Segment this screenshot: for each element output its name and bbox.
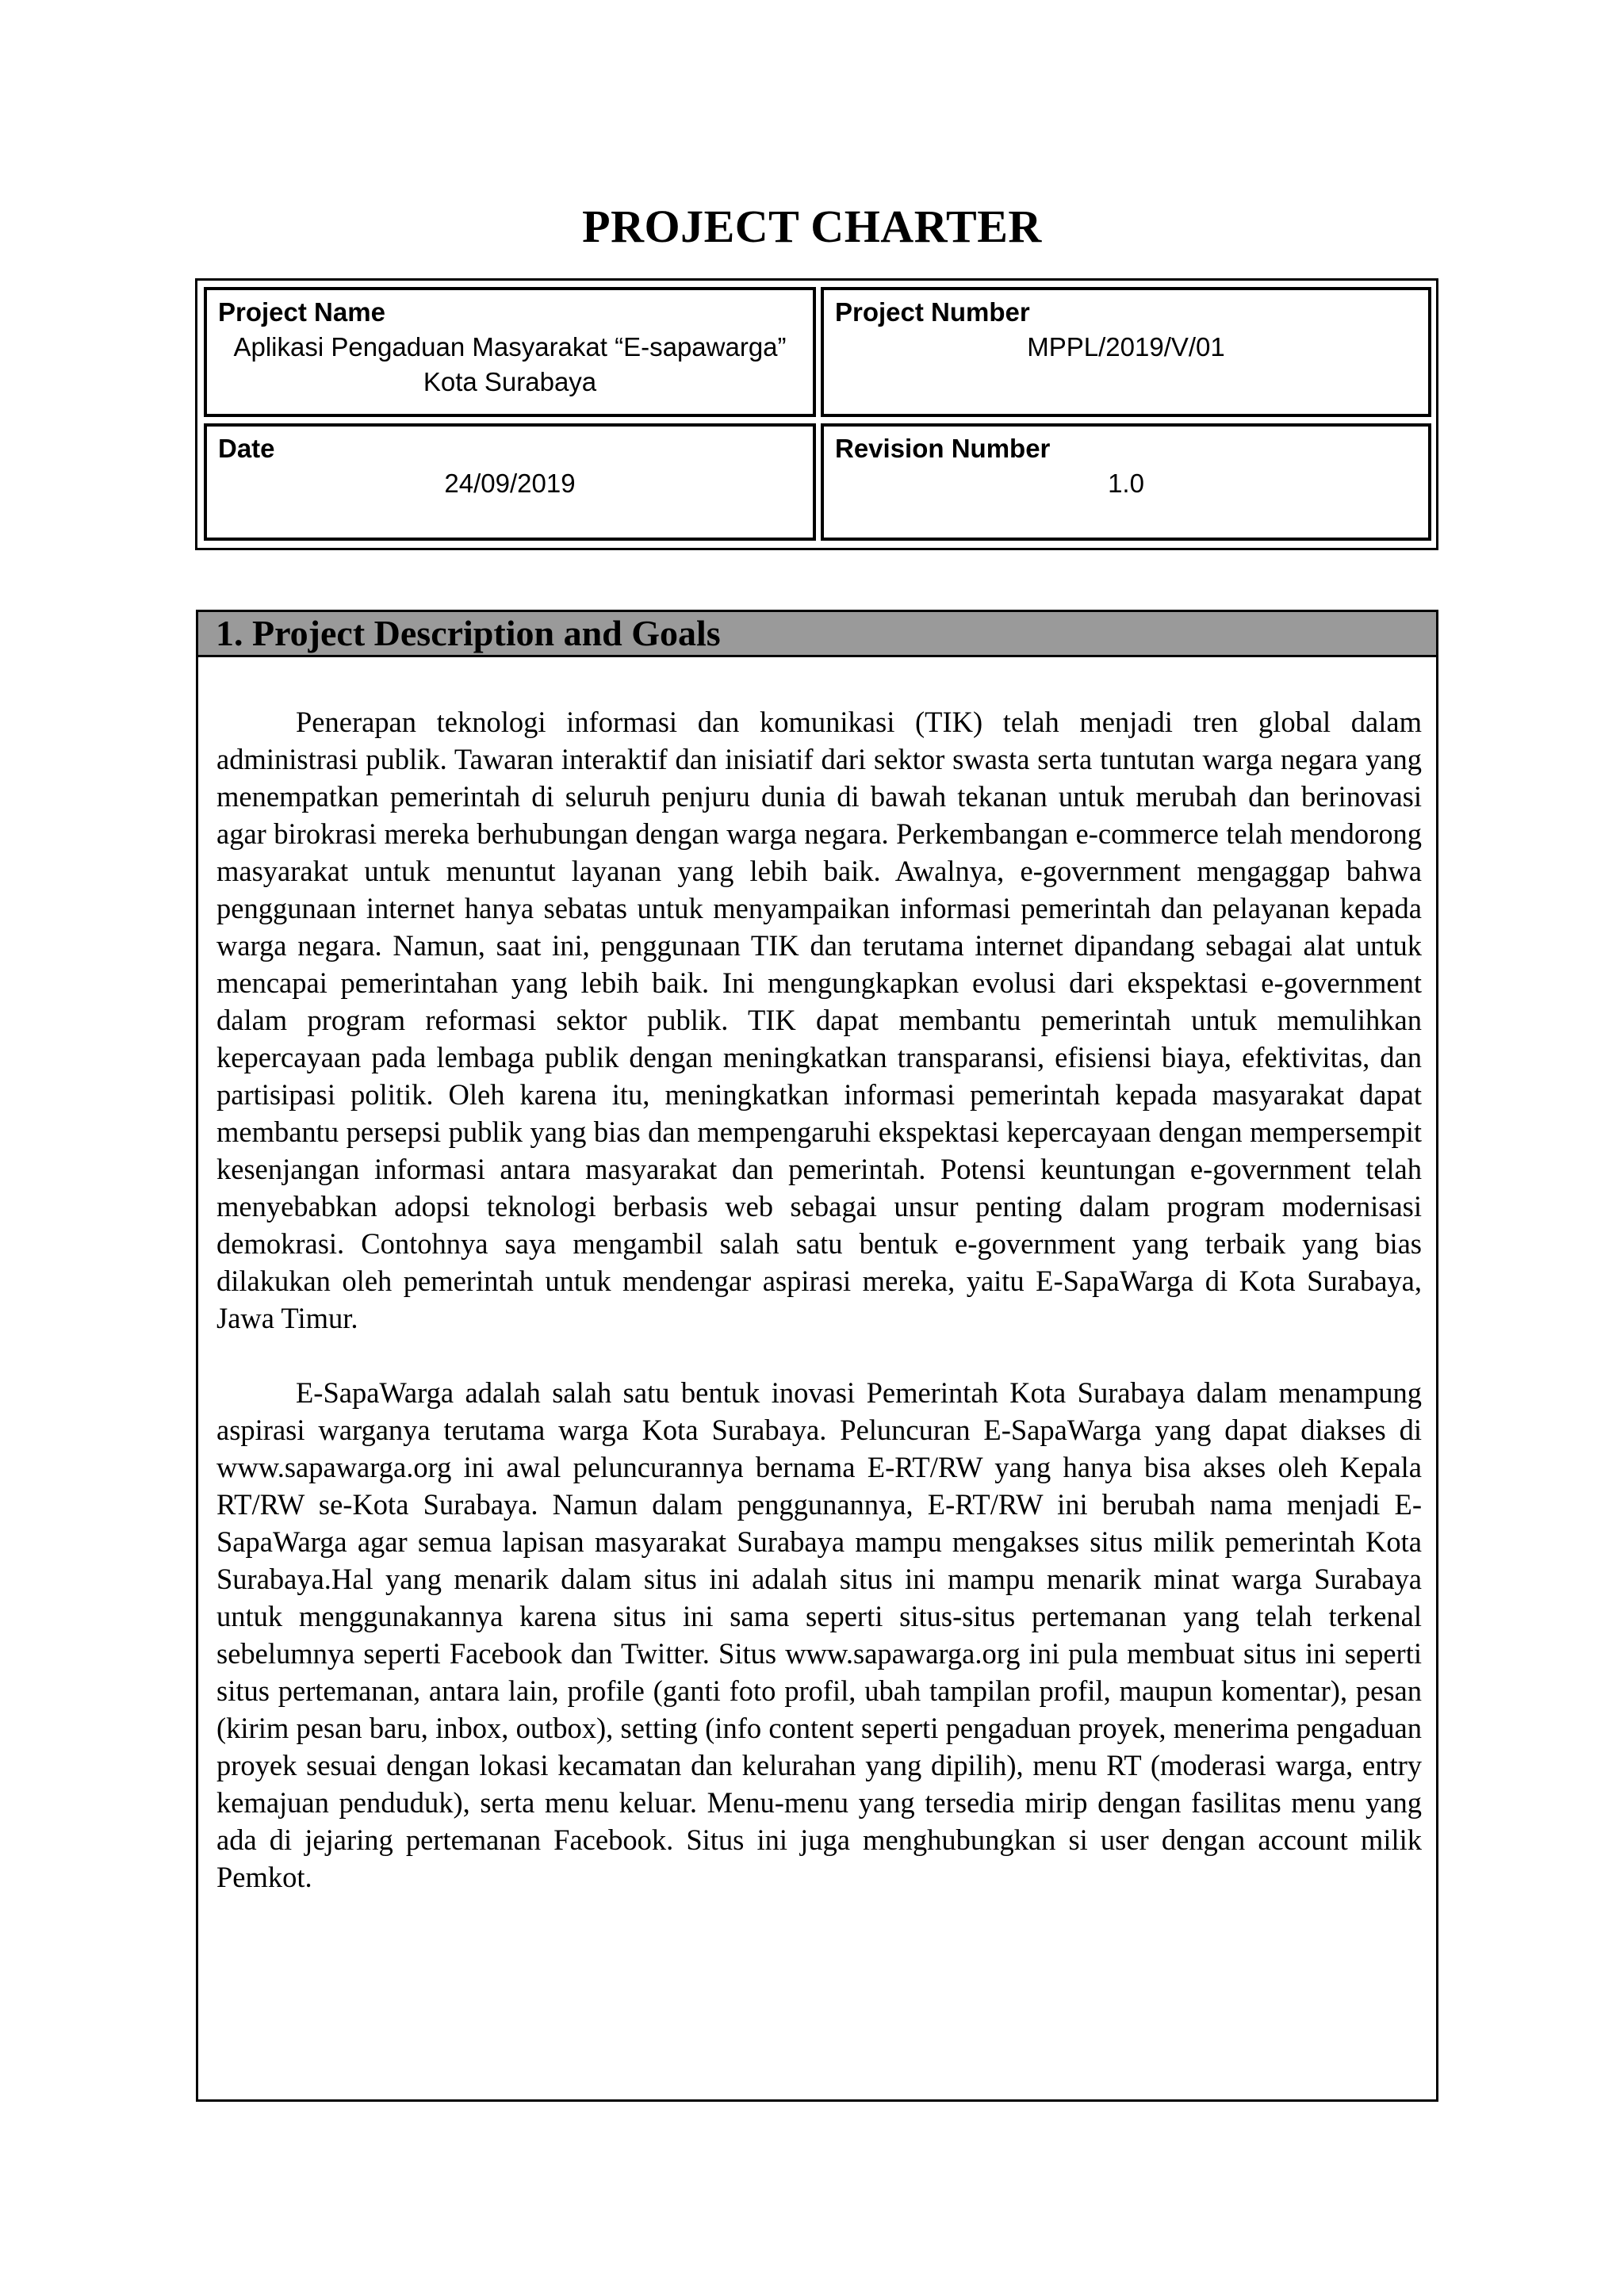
revision-number-cell xyxy=(821,423,1431,541)
date-value: 24/09/2019 xyxy=(444,469,576,498)
section-heading: 1. Project Description and Goals xyxy=(198,612,1436,657)
project-name-label: Project Name xyxy=(218,297,385,327)
page-title: PROJECT CHARTER xyxy=(582,201,1042,252)
project-description-section xyxy=(196,610,1438,2102)
date-cell xyxy=(204,423,816,541)
project-info-table xyxy=(195,278,1438,550)
paragraph: E-SapaWarga adalah salah satu bentuk inovasi Pemerintah Kota Surabaya dalam menampung aspirasi warganya terutama warga Kota Surabaya. Peluncuran E-SapaWarga yang dapat diakses di www.sapawarga.org ini awal peluncurannya bernama E-RT/RW yang hanya bisa akses oleh Kepala RT/RW se-Kota Surabaya. Namun dalam penggunannya, E-RT/RW ini berubah nama menjadi E-SapaWarga agar semua lapisan masyarakat Surabaya mampu mengakses situs milik pemerintah Kota Surabaya.Hal yang menarik dalam situs ini adalah situs ini mampu menarik minat warga Surabaya untuk menggunakannya karena situs ini sama seperti situs-situs pertemanan yang telah terkenal sebelumnya seperti Facebook dan Twitter. Situs www.sapawarga.org ini pula membuat situs ini seperti situs pertemanan, antara lain, profile (ganti foto profil, ubah tampilan profil, maupun komentar), pesan (kirim pesan baru, inbox, outbox), setting (info content seperti pengaduan proyek, menerima pengaduan proyek sesuai dengan lokasi kecamatan dan kelurahan yang dipilih), menu RT (moderasi warga, entry kemajuan penduduk), serta menu keluar. Menu-menu yang tersedia mirip dengan fasilitas menu yang ada di jejaring pertemanan Facebook. Situs ini juga menghubungkan si user dengan account milik Pemkot. xyxy=(216,1376,1422,1893)
project-number-value: MPPL/2019/V/01 xyxy=(1027,332,1225,362)
paragraph: Penerapan teknologi informasi dan komunikasi (TIK) telah menjadi tren global dalam administrasi publik. Tawaran interaktif dan inisiatif dari sektor swasta serta tuntutan warga negara yang menempatkan pemerintah di seluruh penjuru dunia di bawah tekanan untuk merubah dan berinovasi agar birokrasi mereka berhubungan dengan warga negara. Perkembangan e-commerce telah mendorong masyarakat untuk menuntut layanan yang lebih baik. Awalnya, e-government mengaggap bahwa penggunaan internet hanya sebatas untuk menyampaikan informasi pemerintah dan pelayanan kepada warga negara. Namun, saat ini, penggunaan TIK dan terutama internet dipandang sebagai alat untuk mencapai pemerintahan yang lebih baik. Ini mengungkapkan evolusi dari ekspektasi e-government dalam program reformasi sektor publik. TIK dapat membantu pemerintah untuk memulihkan kepercayaan pada lembaga publik dengan meningkatkan transparansi, efisiensi biaya, efektivitas, dan partisipasi politik. Oleh karena itu, meningkatkan informasi pemerintah kepada masyarakat dapat membantu persepsi publik yang bias dan mempengaruhi ekspektasi kepercayaan dengan mempersempit kesenjangan informasi antara masyarakat dan pemerintah. Potensi keuntungan e-government telah menyebabkan adopsi teknologi berbasis web sebagai unsur penting dalam program modernisasi demokrasi. Contohnya saya mengambil salah satu bentuk e-government yang terbaik yang bias dilakukan oleh pemerintah untuk mendengar aspirasi mereka, yaitu E-SapaWarga di Kota Surabaya, Jawa Timur. xyxy=(216,706,1422,1334)
project-name-value: Aplikasi Pengaduan Masyarakat “E-sapawarga” Kota Surabaya xyxy=(233,332,787,396)
revision-number-value: 1.0 xyxy=(1108,469,1144,498)
revision-number-label: Revision Number xyxy=(835,434,1051,463)
date-label: Date xyxy=(218,434,275,463)
project-number-label: Project Number xyxy=(835,297,1030,327)
section-body xyxy=(198,657,1436,1896)
project-name-cell xyxy=(204,287,816,417)
project-number-cell xyxy=(821,287,1431,417)
